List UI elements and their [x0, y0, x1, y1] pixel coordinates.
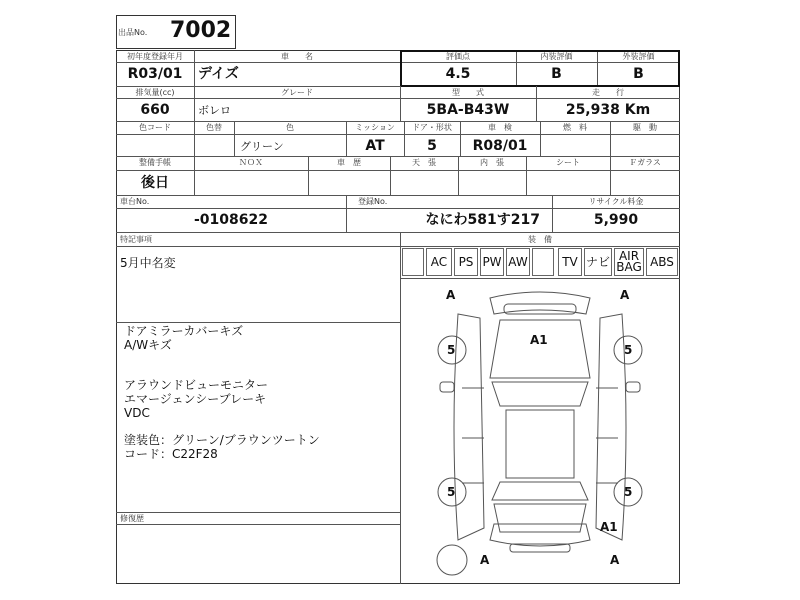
color-type-label: 色替 — [206, 123, 222, 132]
nox-label: ＮＯＸ — [239, 158, 263, 167]
equip-abs: ABS — [646, 248, 678, 276]
mark-fender-rl: 5 — [447, 485, 456, 499]
note-block-2: アラウンドビューモニター エマージェンシーブレーキ VDC — [124, 378, 269, 420]
door-body-label: ドア・形状 — [412, 123, 452, 132]
model-label: 型 式 — [452, 88, 484, 97]
mark-rear-right-2: A — [610, 553, 620, 567]
inspection-value: R08/01 — [472, 138, 528, 154]
car-damage-diagram — [400, 278, 680, 584]
note-block-3: 塗装色：グリーン/ブラウンツートン コード：C22F28 — [124, 433, 320, 461]
model-value: 5BA-B43W — [426, 102, 510, 118]
inspection-label: 車 検 — [488, 123, 512, 132]
equip-pw: PW — [480, 248, 504, 276]
lot-number-label: 出品No. — [118, 28, 148, 37]
mark-hood: A1 — [530, 333, 548, 347]
grade-label: グレード — [281, 88, 313, 97]
transmission-label: ミッション — [355, 123, 395, 132]
maintenance-label: 整備手帳 — [139, 158, 171, 167]
equipment-label: 装 備 — [528, 235, 552, 244]
note-main: 5月中名変 — [120, 256, 176, 270]
registration-value: なにわ581す217 — [425, 212, 540, 228]
registration-label: 登録No. — [358, 197, 388, 206]
inner-trim-label: 内 張 — [480, 158, 504, 167]
chassis-value: -0108622 — [194, 212, 268, 228]
score-label: 評価点 — [446, 52, 470, 61]
color-value: グリーン — [240, 140, 284, 153]
roof-label: 天 張 — [412, 158, 436, 167]
first-reg-label: 初年度登録年月 — [127, 52, 183, 61]
rear-bumper-outline — [490, 524, 590, 546]
roof-outline — [506, 410, 574, 478]
first-reg-value: R03/01 — [127, 66, 183, 82]
recycle-value: 5,990 — [593, 212, 639, 228]
fuel-label: 燃 料 — [563, 123, 587, 132]
doors-value: 5 — [427, 138, 437, 154]
seat-label: シート — [556, 158, 580, 167]
car-name-value: デイズ — [198, 66, 239, 82]
trunk-outline — [494, 504, 586, 532]
interior-label: 内装評価 — [540, 52, 573, 61]
mileage-value: 25,938 Km — [565, 102, 651, 118]
right-mirror-outline — [626, 382, 640, 392]
repair-history-label: 修復歴 — [120, 514, 144, 523]
exterior-value: B — [633, 66, 644, 82]
score-value: 4.5 — [445, 66, 471, 82]
mark-rear-left: A — [480, 553, 490, 567]
transmission-value: AT — [365, 138, 385, 154]
mark-rear-right: A1 — [600, 520, 618, 534]
rear-glass-outline — [492, 482, 588, 500]
exterior-label: 外装評価 — [622, 52, 655, 61]
hood-outline — [490, 320, 590, 378]
front-bumper-outline — [490, 292, 590, 314]
equip-tv: TV — [558, 248, 582, 276]
front-grille-outline — [504, 304, 576, 314]
drive-label: 駆 動 — [633, 123, 657, 132]
mileage-label: 走 行 — [592, 88, 624, 97]
equip-ps: PS — [454, 248, 478, 276]
equip-empty-2 — [532, 248, 554, 276]
mark-front-left: A — [446, 288, 456, 302]
interior-value: B — [551, 66, 562, 82]
equip-ac: AC — [426, 248, 452, 276]
grade-value: ボレロ — [198, 104, 231, 117]
windshield-outline — [492, 382, 588, 406]
lot-number: 7002 — [170, 18, 232, 43]
equip-aw: AW — [506, 248, 530, 276]
equip-navi: ナビ — [584, 248, 612, 276]
equip-airbag: AIR BAG — [614, 248, 644, 276]
chassis-label: 車台No. — [120, 197, 150, 206]
left-mirror-outline — [440, 382, 454, 392]
displacement-value: 660 — [140, 102, 170, 118]
equip-empty-1 — [402, 248, 424, 276]
car-name-label: 車 名 — [281, 52, 313, 61]
spare-tire-circle — [437, 545, 467, 575]
color-label: 色 — [286, 123, 294, 132]
mark-fender-fr: 5 — [624, 343, 633, 357]
mark-fender-fl: 5 — [447, 343, 456, 357]
left-side-outline — [454, 314, 484, 540]
right-side-outline — [596, 314, 626, 540]
f-glass-label: Ｆガラス — [629, 158, 661, 167]
displacement-label: 排気量(cc) — [135, 88, 175, 97]
color-code-label: 色コード — [139, 123, 171, 132]
note-block-1: ドアミラーカバーキズ A/Wキズ — [124, 324, 244, 352]
mark-front-right: A — [620, 288, 630, 302]
special-notes-label: 特記事項 — [120, 235, 152, 244]
mark-fender-rr: 5 — [624, 485, 633, 499]
maintenance-value: 後日 — [141, 175, 169, 191]
history-label: 車 歴 — [337, 158, 361, 167]
recycle-label: リサイクル料金 — [588, 197, 644, 206]
